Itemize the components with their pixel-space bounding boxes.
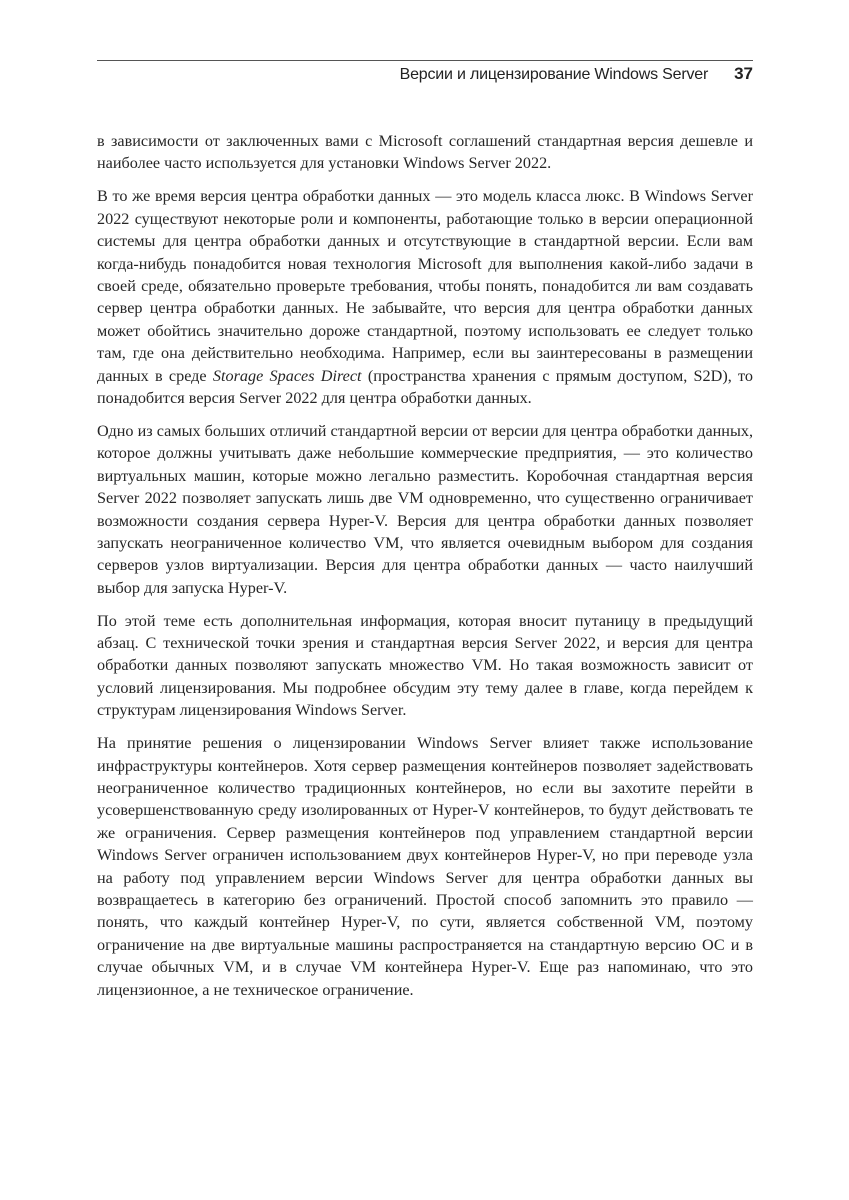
- header-rule: [97, 60, 753, 61]
- paragraph-text: в зависимости от заключенных вами с Microsoft соглашений стандартная версия дешевле и наиболее часто используется для установки Windows Server 2022.: [97, 132, 753, 173]
- running-title: Версии и лицензирование Windows Server: [399, 66, 709, 83]
- body-text: [97, 130, 753, 1012]
- page-number: 37: [734, 64, 753, 83]
- paragraph-text: На принятие решения о лицензировании Windows Server влияет также использование инфраструктуры контейнеров. Хотя сервер размещения контейнеров позволяет задействовать неограниченное количество традиционных контейнеров, но если вы захотите перейти в усовершенствованную среду изолированных от Hyper-V контейнеров, то будут действовать те же ограничения. Сервер размещения контейнеров под управлением стандартной версии Windows Server ограничен использованием двух контейнеров Hyper-V, но при переводе узла на работу под управлением версии Windows Server для центра обработки данных вы возвращаетесь в категорию без ограничений. Простой способ запомнить это правило — понять, что каждый контейнер Hyper-V, по сути, является собственной VM, поэтому ограничение на две виртуальные машины распространяется на стандартную версию ОС и в случае обычных VM, и в случае VM контейнера Hyper-V. Еще раз напоминаю, что это лицензионное, а не техническое ограничение.: [97, 734, 753, 999]
- paragraph-text: В то же время версия центра обработки данных — это модель класса люкс. В Windows Server 2022 существуют некоторые роли и компоненты, работающие только в версии операционной системы для центра обработки данных и отсутствующие в стандартной версии. Если вам когда-нибудь понадобится новая технология Microsoft для выполнения какой-либо задачи в своей среде, обязательно проверьте требования, чтобы понять, понадобится ли вам создавать сервер центра обработки данных. Не забывайте, что версия для центра обработки данных может обойтись значительно дороже стандартной, поэтому использовать ее следует только там, где она действительно необходима. Например, если вы заинтересованы в размещении данных в среде: [97, 187, 753, 385]
- paragraph-text: Одно из самых больших отличий стандартной версии от версии для центра обработки данных, которое должны учитывать даже небольшие коммерческие предприятия, — это количество виртуальных машин, которые можно легально разместить. Коробочная стандартная версия Server 2022 позволяет запускать лишь две VM одновременно, что существенно ограничивает возможности создания сервера Hyper-V. Версия для центра обработки данных позволяет запускать неограниченное количество VM, что является очевидным выбором для создания серверов узлов виртуализации. Версия для центра обработки данных — часто наилучший выбор для запуска Hyper-V.: [97, 421, 753, 597]
- running-header: [400, 64, 753, 84]
- paragraph-1: [97, 130, 753, 175]
- paragraph-5: [97, 732, 753, 1001]
- paragraph-text: (пространства хранения с прямым доступом, S2D), то понадобится версия Server 2022 для центра обработки данных.: [97, 366, 754, 407]
- paragraph-3: [97, 420, 753, 599]
- paragraph-text: По этой теме есть дополнительная информация, которая вносит путаницу в предыдущий абзац. С технической точки зрения и стандартная версия Server 2022, и версия для центра обработки данных позволяют запускать множество VM. Но такая возможность зависит от условий лицензирования. Мы подробнее обсудим эту тему далее в главе, когда перейдем к структурам лицензирования Windows Server.: [97, 611, 753, 720]
- italic-term: Storage Spaces Direct: [212, 366, 362, 385]
- paragraph-4: [97, 610, 753, 722]
- paragraph-2: [97, 185, 753, 409]
